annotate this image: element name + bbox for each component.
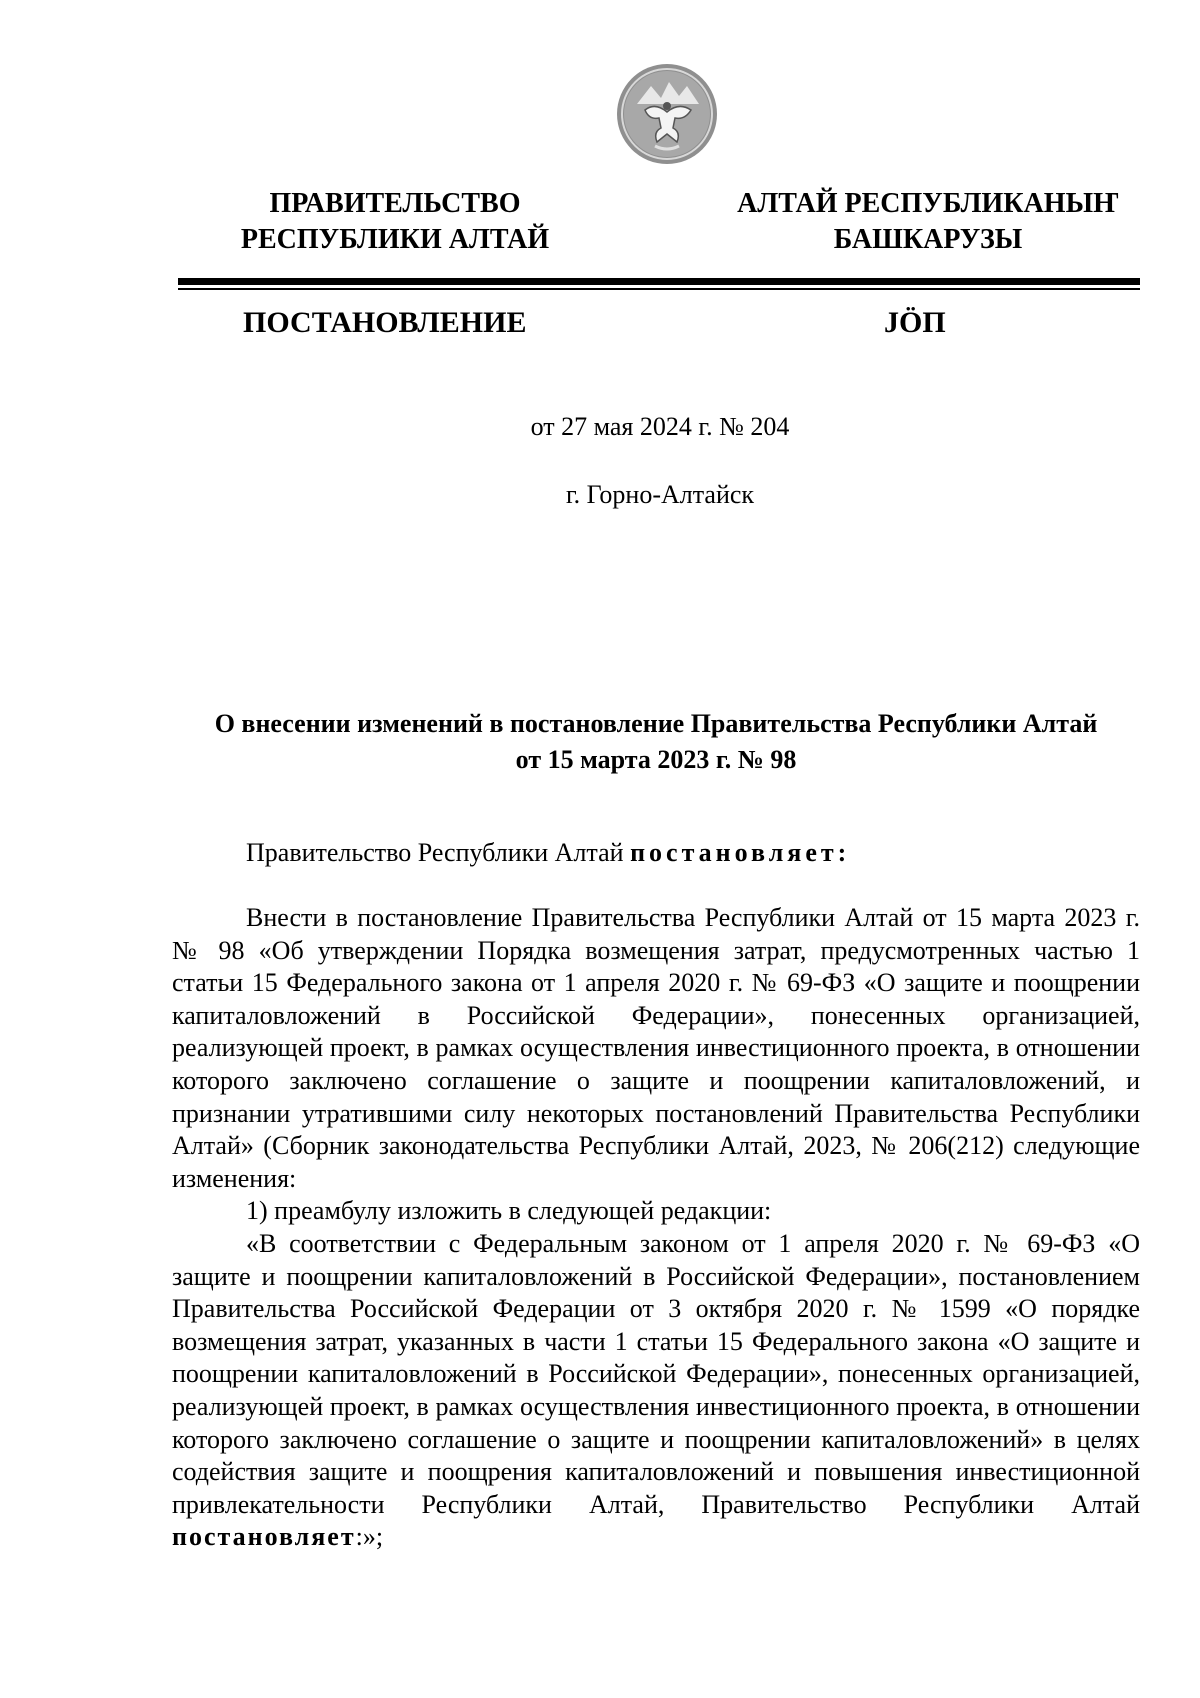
header-rule-thin <box>178 288 1140 290</box>
issuer-name-altai <box>728 186 1128 258</box>
body-paragraph: Внести в постановление Правительства Республики Алтай от 15 марта 2023 г. № 98 «Об утверждении Порядка возмещения затрат, предусмотренных частью 1 статьи 15 Федерального закона от 1 апреля 2020 г. № 69-ФЗ «О защите и поощрении капиталовложений в Российской Федерации», понесенных организацией, реализующей проект, в рамках осуществления инвестиционного проекта, в отношении которого заключено соглашение о защите и поощрении капиталовложений, и признании утратившими силу некоторых постановлений Правительства Республики Алтай» (Сборник законодательства Республики Алтай, 2023, № 206(212) следующие изменения: <box>172 903 1140 1193</box>
decree-statement <box>246 838 850 868</box>
document-date-number: от 27 мая 2024 г. № 204 <box>530 412 790 441</box>
doc-type-altai: JӦП <box>884 306 946 339</box>
title-line: от 15 марта 2023 г. № 98 <box>515 745 797 774</box>
title-line: О внесении изменений в постановление Правительства Республики Алтай <box>214 709 1098 738</box>
decree-verb: постановляет: <box>630 838 851 867</box>
body-paragraph <box>172 1228 1140 1554</box>
document-city: г. Горно-Алтайск <box>565 480 755 509</box>
body-paragraph: 1) преамбулу изложить в следующей редакции: <box>246 1196 772 1226</box>
document-body <box>172 902 1140 1554</box>
document-title <box>172 706 1140 778</box>
issuer-line: АЛТАЙ РЕСПУБЛИКАНЫҤ <box>737 188 1119 219</box>
header-rule-thick <box>178 278 1140 285</box>
issuer-line: РЕСПУБЛИКИ АЛТАЙ <box>240 224 550 255</box>
preamble-text: «В соответствии с Федеральным законом от 1 апреля 2020 г. № 69-ФЗ «О защите и поощрении капиталовложений в Российской Федерации», постановлением Правительства Российской Федерации от 3 октября 2020 г. № 1599 «О порядке возмещения затрат, указанных в части 1 статьи 15 Федерального закона «О защите и поощрении капиталовложений в Российской Федерации», понесенных организацией, реализующей проект, в рамках осуществления инвестиционного проекта, в отношении которого заключено соглашение о защите и поощрении капиталовложений» в целях содействия защите и поощрения капиталовложений и повышения инвестиционной привлекательности Республики Алтай, Правительство Республики Алтай <box>172 1228 1140 1519</box>
preamble-verb: постановляет <box>172 1522 356 1552</box>
issuer-line: ПРАВИТЕЛЬСТВО <box>269 188 521 219</box>
doc-type-russian: ПОСТАНОВЛЕНИЕ <box>243 306 527 339</box>
altai-coat-of-arms-icon <box>615 62 719 166</box>
issuer-line: БАШКАРУЗЫ <box>833 224 1023 255</box>
preamble-end: :»; <box>355 1522 384 1552</box>
decree-subject: Правительство Республики Алтай <box>246 838 631 867</box>
issuer-name-russian <box>230 186 560 258</box>
